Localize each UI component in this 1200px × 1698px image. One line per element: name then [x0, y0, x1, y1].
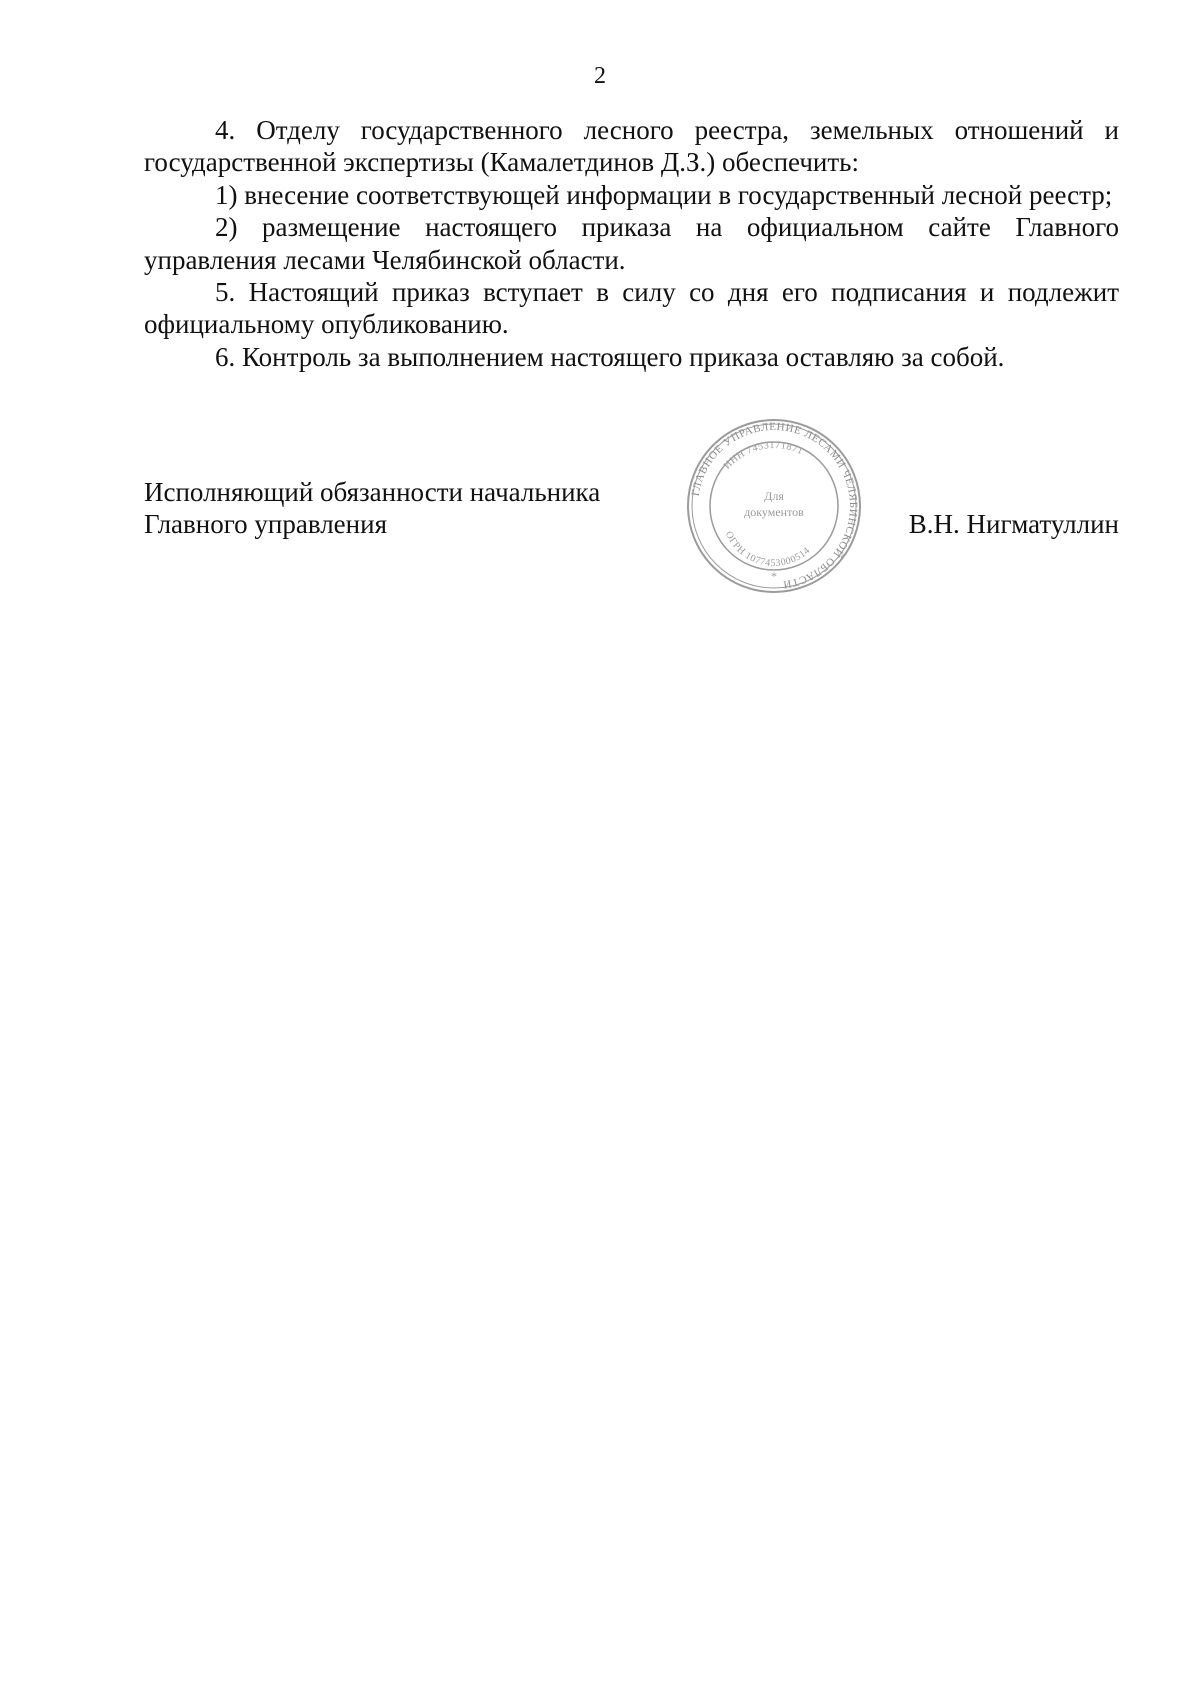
paragraph-subitem-2: 2) размещение настоящего приказа на официальном сайте Главного управления лесами Челябинской области.: [144, 212, 1119, 275]
official-seal-stamp: [684, 416, 864, 596]
signer-position-line2: Главного управления: [144, 509, 387, 540]
page-number: 2: [594, 63, 606, 89]
paragraph-subitem-1: 1) внесение соответствующей информации в государственный лесной реестр;: [215, 179, 1113, 210]
seal-outer-text: ГЛАВНОЕ УПРАВЛЕНИЕ ЛЕСАМИ ЧЕЛЯБИНСКОЙ ОБЛАСТИ: [689, 420, 860, 591]
signer-position: [144, 476, 600, 541]
seal-star: *: [771, 569, 777, 583]
seal-icon: [684, 416, 864, 596]
paragraph-item-6: 6. Контроль за выполнением настоящего приказа оставляю за собой.: [215, 341, 1005, 372]
signer-position-line1: Исполняющий обязанности начальника: [144, 477, 601, 507]
document-body: [144, 114, 1119, 373]
seal-ogrn-text: ОГРН 1077453000514: [722, 529, 813, 570]
seal-center-line1: Для: [764, 489, 784, 503]
seal-center-line2: документов: [744, 505, 804, 519]
paragraph-item-4: 4. Отделу государственного лесного реестра, земельных отношений и государственной экспертизы (Камалетдинов Д.З.) обеспечить:: [144, 115, 1119, 178]
seal-inn-text: ИНН 7453171871: [721, 439, 805, 472]
signature-block: [144, 420, 1119, 616]
svg-text:ОГРН 1077453000514: [723, 530, 813, 569]
svg-text:ИНН 7453171871: [722, 440, 805, 472]
signer-name: В.Н. Нигматуллин: [908, 509, 1119, 540]
paragraph-item-5: 5. Настоящий приказ вступает в силу со дня его подписания и подлежит официальному опубликованию.: [144, 277, 1119, 340]
